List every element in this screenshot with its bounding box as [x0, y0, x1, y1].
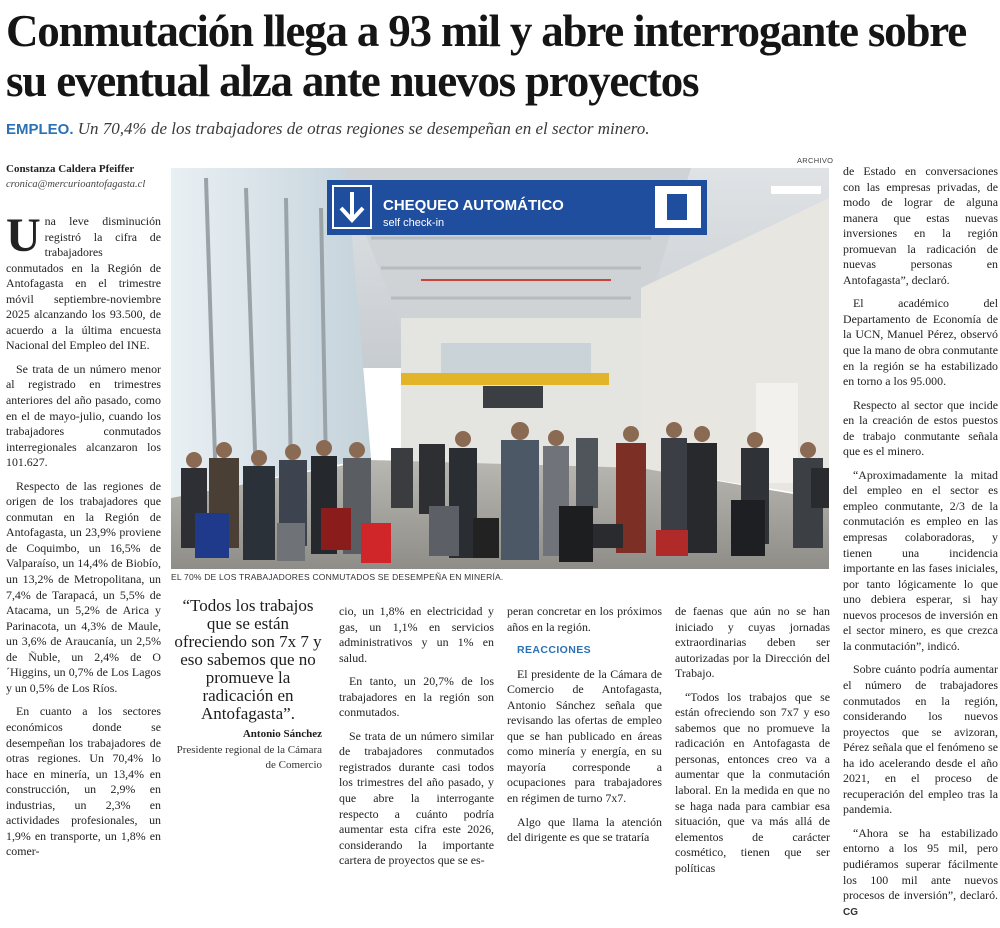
- drop-cap: U: [6, 209, 41, 262]
- pull-quote-attribution-role: Presidente regional de la Cámara de Comercio: [176, 744, 322, 771]
- pull-quote: “Todos los trabajos que se están ofreciendo son 7x 7 y eso sabemos que no promueve la radicación en Antofagasta”.: [174, 596, 322, 723]
- article-kicker: [6, 118, 996, 141]
- column-5-paragraph-2: El académico del Departamento de Economía de la UCN, Manuel Pérez, observó que la mano de obra conmutante en la región se ha estabilizado en torno a los 95.000.: [843, 296, 998, 389]
- column-4-paragraph-1: de faenas que aún no se han iniciado y cuyas jornadas extraordinarias deben ser autorizadas por la Dirección del Trabajo.: [675, 604, 830, 681]
- sign-sub-text: self check-in: [383, 217, 445, 229]
- column-2-paragraph-3: Se trata de un número similar de trabajadores conmutados registrados durante casi todos los trimestres del año pasado, y que abre la interrogante respecto a cuánto podría aumentar esta cifra este 2026, considerando la importante cartera de proyectos que se es-: [339, 728, 494, 868]
- column-3-paragraph-2: El presidente de la Cámara de Comercio de Antofagasta, Antonio Sánchez señala que revisando las ofertas de empleo que se han publicado en áreas como minería y energía, en su mayoría corresponde a ocupaciones para trabajadores en régimen de turno 7x7.: [507, 666, 662, 806]
- article-column-2: [339, 604, 494, 877]
- column-5-paragraph-4: “Aproximadamente la mitad del empleo en el sector es empleo conmutante, 2/3 de la conmutación es empleo en las empresas colaboradoras, y tienen una incidencia importante en las fases iniciales, por tanto lógicamente lo que uno debiera esperar, si hay nuevos procesos de inversión en el sector minero, es que crezca la conmutación”, indicó.: [843, 467, 998, 653]
- column-5-paragraph-3: Respecto al sector que incide en la creación de estos puestos de trabajo conmutante señala que es el minero.: [843, 397, 998, 459]
- author-name: Constanza Caldera Pfeiffer: [6, 163, 135, 175]
- article-column-1: [6, 209, 161, 868]
- byline: [6, 162, 166, 192]
- column-2-paragraph-1: cio, un 1,8% en electricidad y gas, un 1,1% en servicios administrativos y un 1% en salud.: [339, 604, 494, 665]
- author-email: cronica@mercurioantofagasta.cl: [6, 179, 146, 190]
- column-5-paragraph-1: de Estado en conversaciones con las empresas privadas, de modo de lograr de alguna manera que estas nuevas inversiones en la región promuevan la radicación de nuevas personas en Antofagasta”, declaró.: [843, 164, 998, 287]
- column-4-paragraph-2: “Todos los trabajos que se están ofreciendo son 7x7 y eso sabemos que no promueve la radicación en Antofagasta de personas, entonces creo va a aumentar que la conmutación laboral. En la medida en que no se haga nada para cambiar esa situación, que va más allá de elementos de carácter cosmético, tienen que ser políticas: [675, 689, 830, 875]
- article-photo: [171, 168, 829, 569]
- column-3-paragraph-1: peran concretar en los próximos años en la región.: [507, 604, 662, 634]
- article-column-4: [675, 604, 830, 884]
- photo-credit: ARCHIVO: [797, 156, 834, 165]
- pull-quote-attribution-name: Antonio Sánchez: [242, 728, 322, 740]
- column-1-paragraph-3: Respecto de las regiones de origen de los trabajadores que conmutan en la Región de Antofagasta, un 23,9% proviene de Coquimbo, un 16,5% de Valparaíso, un 14,4% de Biobío, un 13,2% de Metropolitana, un 7,4% de Tarapacá, un 5,5% de Atacama, un 5,2% de Arica y Parinacota, un 4,3% de Maule, un 3,6% de Araucanía, un 2,5% de Ñuble, un 2,4% de O´Higgins, un 0,7% de Los Lagos y un 0,5% de Los Ríos.: [6, 478, 161, 695]
- article-column-5: [843, 164, 998, 928]
- airport-terminal-photo: [171, 168, 829, 569]
- column-3-paragraph-3: Algo que llama la atención del dirigente es que se trataría: [507, 814, 662, 845]
- end-mark: CG: [843, 906, 858, 918]
- column-1-paragraph-4: En cuanto a los sectores económicos donde se desempeñan los trabajadores de otras regiones. Un 70,4% lo hace en minería, un 13,4% en construcción, un 2,9% en industrias, un 2,3% en actividades profesionales, un 1,9% en transporte, un 1,8% en comer-: [6, 704, 161, 859]
- column-5-paragraph-6: “Ahora se ha estabilizado entorno a los 95 mil, pero pudiéramos superar fácilmente los 100 mil ante nuevos procesos de inversión”, declaró. CG: [843, 825, 998, 918]
- column-2-paragraph-2: En tanto, un 20,7% de los trabajadores en la región son conmutados.: [339, 674, 494, 720]
- kicker-text: Un 70,4% de los trabajadores de otras regiones se desempeñan en el sector minero.: [77, 119, 650, 138]
- article-headline: Conmutación llega a 93 mil y abre interrogante sobre su eventual alza ante nuevos proyectos: [6, 6, 967, 106]
- photo-caption: EL 70% DE LOS TRABAJADORES CONMUTADOS SE DESEMPEÑA EN MINERÍA.: [171, 572, 504, 582]
- column-5-paragraph-5: Sobre cuánto podría aumentar el número de trabajadores conmutados en la región, considerando los nuevos proyectos que se avizoran, Pérez señala que el fenómeno se ha ido acelerando desde el año 2021, en el proceso de recuperación del empleo tras la pandemia.: [843, 662, 998, 817]
- column-1-paragraph-2: Se trata de un número menor al registrado en trimestres anteriores del año pasado, como en el de mayo-julio, cuando los trabajadores conmutados interregionales alcanzaron los 101.627.: [6, 361, 161, 470]
- sign-main-text: CHEQUEO AUTOMÁTICO: [383, 197, 564, 214]
- section-subhead: REACCIONES: [517, 644, 592, 657]
- column-1-paragraph-1: Una leve disminución registró la cifra de trabajadores conmutados en la Región de Antofagasta en el trimestre móvil septiembre-noviembre 2025 alcanzando los 93.500, de acuerdo a la última encuesta Nacional del Empleo del INE.: [6, 209, 161, 353]
- article-column-3: [507, 604, 662, 854]
- kicker-section-label: EMPLEO.: [6, 121, 74, 138]
